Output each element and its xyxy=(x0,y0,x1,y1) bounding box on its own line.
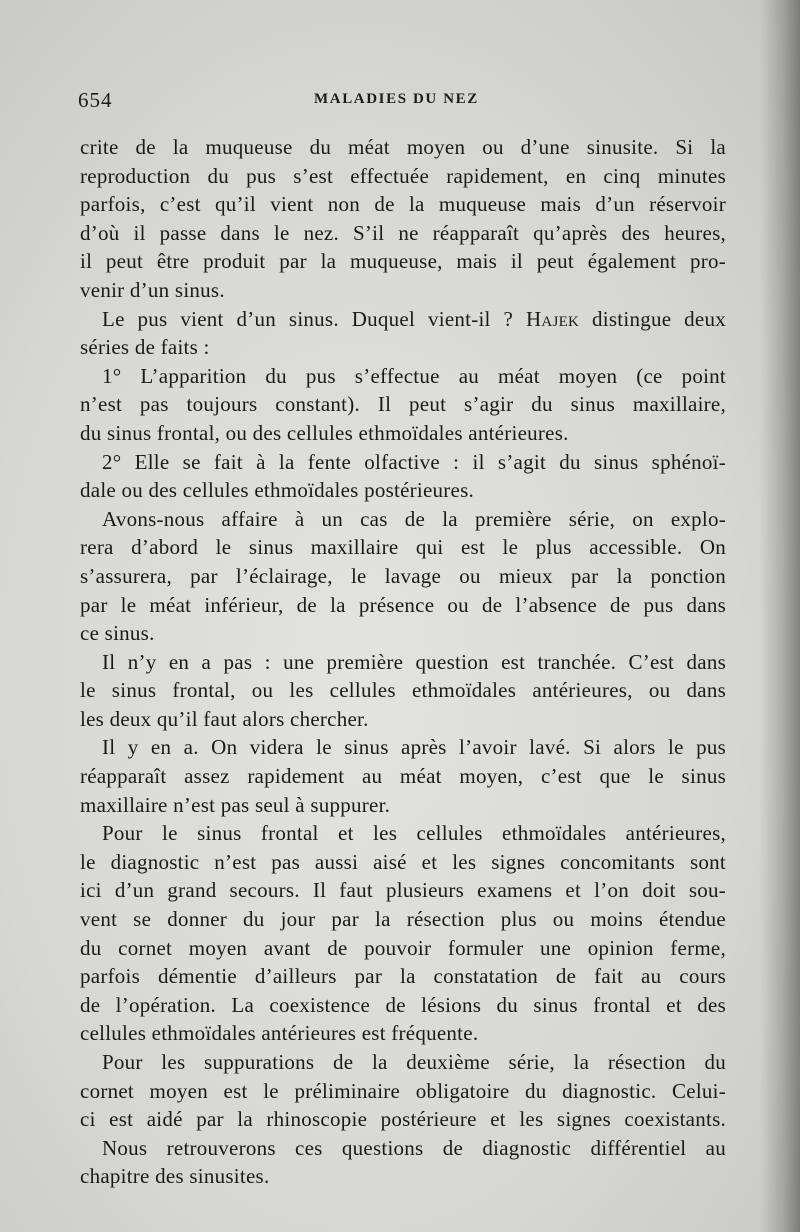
text-line: il peut être produit par la muqueuse, mais il peut également pro- xyxy=(80,249,726,274)
text-line: cellules ethmoïdales antérieures est fréquente. xyxy=(80,1021,479,1046)
page-gutter-shadow xyxy=(760,0,800,1232)
text-line: les deux qu’il faut alors chercher. xyxy=(80,706,369,731)
text-line: Pour les suppurations de la deuxième série, la résection du xyxy=(102,1050,726,1074)
text-line: du cornet moyen avant de pouvoir formuler une opinion ferme, xyxy=(80,935,726,960)
text-line: dale ou des cellules ethmoïdales postérieures. xyxy=(80,478,475,503)
running-title: MALADIES DU NEZ xyxy=(314,91,479,107)
body-text xyxy=(80,133,726,1191)
author-name: Hajek xyxy=(526,306,580,331)
text-line: d’où il passe dans le nez. S’il ne réapparaît qu’après des heures, xyxy=(80,220,726,245)
text-line: le sinus frontal, ou les cellules ethmoïdales antérieures, ou dans xyxy=(80,678,726,703)
text-line: Pour le sinus frontal et les cellules ethmoïdales antérieures, xyxy=(102,821,726,846)
text-line: 1° L’apparition du pus s’effectue au méat moyen (ce point xyxy=(102,363,726,388)
text-line: parfois, c’est qu’il vient non de la muqueuse mais d’un réservoir xyxy=(80,192,726,217)
text-line: Nous retrouverons ces questions de diagnostic différentiel au xyxy=(102,1135,726,1160)
page-header xyxy=(78,88,728,118)
text-line: n’est pas toujours constant). Il peut s’agir du sinus maxillaire, xyxy=(80,392,726,417)
text-line: chapitre des sinusites. xyxy=(80,1164,270,1189)
text-line: cornet moyen est le préliminaire obligatoire du diagnostic. Celui- xyxy=(80,1078,726,1103)
text-line: Avons-nous affaire à un cas de la première série, on explo- xyxy=(102,506,726,531)
text-line: parfois démentie d’ailleurs par la constatation de fait au cours xyxy=(80,964,726,989)
text-line: vent se donner du jour par la résection plus ou moins étendue xyxy=(80,907,726,932)
text-line: reproduction du pus s’est effectuée rapidement, en cinq minutes xyxy=(80,163,726,188)
text-line: Il n’y en a pas : une première question est tranchée. C’est dans xyxy=(102,649,726,674)
text-line: s’assurera, par l’éclairage, le lavage ou mieux par la ponction xyxy=(80,563,726,588)
text-line: du sinus frontal, ou des cellules ethmoïdales antérieures. xyxy=(80,420,569,445)
text-line: ici d’un grand secours. Il faut plusieurs examens et l’on doit sou- xyxy=(80,878,726,903)
text-line: rera d’abord le sinus maxillaire qui est le plus accessible. On xyxy=(80,535,726,560)
text-line: maxillaire n’est pas seul à suppurer. xyxy=(80,792,391,817)
page-number: 654 xyxy=(78,88,113,112)
text-line: ce sinus. xyxy=(80,621,155,646)
text-line: le diagnostic n’est pas aussi aisé et les signes concomitants sont xyxy=(80,849,726,874)
text-line xyxy=(80,305,726,334)
text-segment: Le pus vient d’un sinus. Duquel vient-il ? xyxy=(102,306,527,331)
text-line: 2° Elle se fait à la fente olfactive : il s’agit du sinus sphénoï- xyxy=(102,449,726,474)
text-line: Il y en a. On videra le sinus après l’avoir lavé. Si alors le pus xyxy=(102,735,726,760)
text-segment: distingue deux xyxy=(579,306,726,331)
text-line: réapparaît assez rapidement au méat moyen, c’est que le sinus xyxy=(80,764,726,789)
text-line: venir d’un sinus. xyxy=(80,277,225,302)
text-line: séries de faits : xyxy=(80,335,210,360)
text-line: crite de la muqueuse du méat moyen ou d’une sinusite. Si la xyxy=(80,135,726,159)
text-line: de l’opération. La coexistence de lésions du sinus frontal et des xyxy=(80,992,726,1017)
text-line: ci est aidé par la rhinoscopie postérieure et les signes coexistants. xyxy=(80,1107,726,1132)
text-line: par le méat inférieur, de la présence ou de l’absence de pus dans xyxy=(80,592,726,617)
